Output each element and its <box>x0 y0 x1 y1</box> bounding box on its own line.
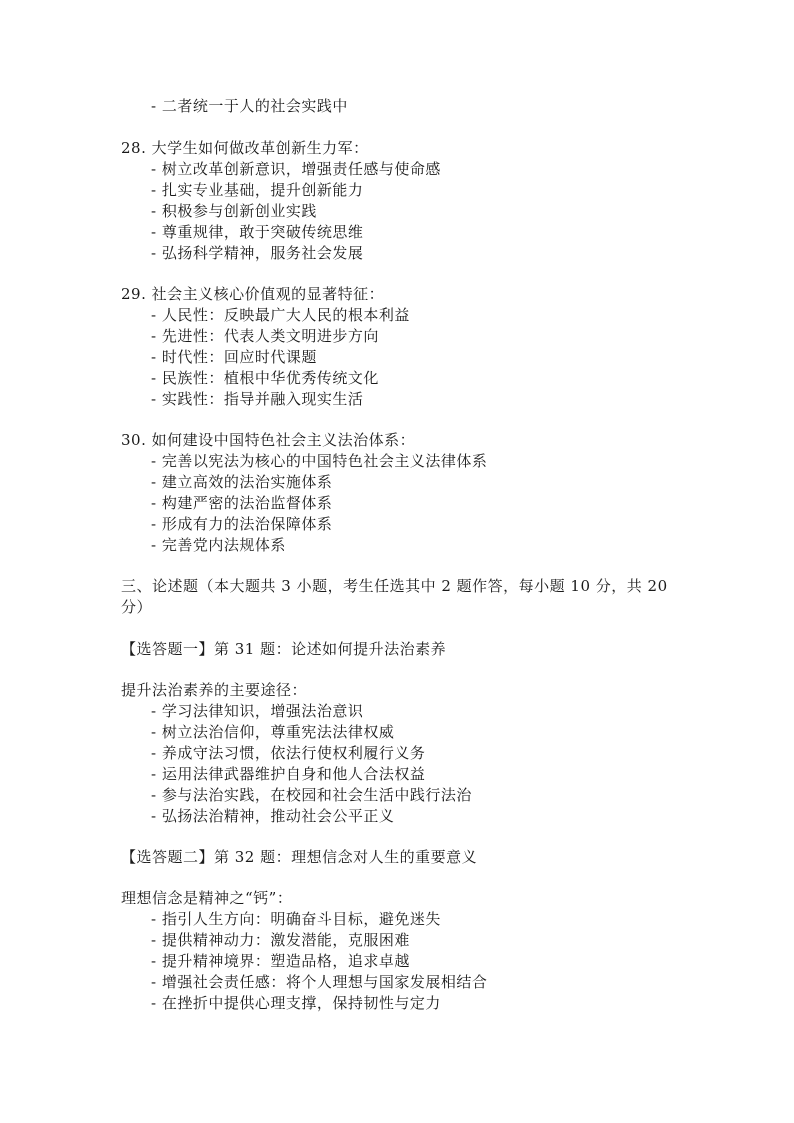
list-item: - 先进性：代表人类文明进步方向 <box>151 327 379 345</box>
list-item: - 扎实专业基础，提升创新能力 <box>151 181 364 199</box>
list-item: - 学习法律知识，增强法治意识 <box>151 702 364 720</box>
list-item: - 养成守法习惯，依法行使权利履行义务 <box>151 744 426 762</box>
list-item: - 二者统一于人的社会实践中 <box>151 97 348 115</box>
list-item: - 弘扬法治精神，推动社会公平正义 <box>151 807 395 825</box>
essay-1-intro: 提升法治素养的主要途径： <box>121 681 308 699</box>
section-title: 三、论述题（本大题共 3 小题，考生任选其中 2 题作答，每小题 10 分，共 20 分） <box>121 577 668 616</box>
list-item: - 积极参与创新创业实践 <box>151 202 317 220</box>
list-item: - 尊重规律，敢于突破传统思维 <box>151 223 364 241</box>
list-item: - 民族性：植根中华优秀传统文化 <box>151 369 379 387</box>
list-item: - 在挫折中提供心理支撑，保持韧性与定力 <box>151 994 441 1012</box>
list-item: - 构建严密的法治监督体系 <box>151 494 333 512</box>
list-item: - 完善以宪法为核心的中国特色社会主义法律体系 <box>151 452 488 470</box>
list-item: - 增强社会责任感：将个人理想与国家发展相结合 <box>151 973 488 991</box>
list-item: - 时代性：回应时代课题 <box>151 348 317 366</box>
list-item: - 实践性：指导并融入现实生活 <box>151 390 364 408</box>
list-item: - 人民性：反映最广大人民的根本利益 <box>151 306 410 324</box>
essay-2-heading: 【选答题二】第 32 题：理想信念对人生的重要意义 <box>121 848 478 866</box>
list-item: - 建立高效的法治实施体系 <box>151 473 333 491</box>
list-item: - 运用法律武器维护自身和他人合法权益 <box>151 765 426 783</box>
list-item: - 树立改革创新意识，增强责任感与使命感 <box>151 160 441 178</box>
list-item: - 指引人生方向：明确奋斗目标，避免迷失 <box>151 910 441 928</box>
question-28-title: 28. 大学生如何做改革创新生力军： <box>121 139 369 157</box>
list-item: - 弘扬科学精神，服务社会发展 <box>151 244 364 262</box>
essay-1-heading: 【选答题一】第 31 题：论述如何提升法治素养 <box>121 640 447 658</box>
question-29-title: 29. 社会主义核心价值观的显著特征： <box>121 285 385 303</box>
list-item: - 参与法治实践，在校园和社会生活中践行法治 <box>151 786 472 804</box>
list-item: - 完善党内法规体系 <box>151 536 286 554</box>
list-item: - 提供精神动力：激发潜能，克服困难 <box>151 931 410 949</box>
list-item: - 提升精神境界：塑造品格，追求卓越 <box>151 952 410 970</box>
list-item: - 树立法治信仰，尊重宪法法律权威 <box>151 723 395 741</box>
list-item: - 形成有力的法治保障体系 <box>151 515 333 533</box>
question-30-title: 30. 如何建设中国特色社会主义法治体系： <box>121 431 416 449</box>
essay-2-intro: 理想信念是精神之“钙”： <box>121 889 293 907</box>
